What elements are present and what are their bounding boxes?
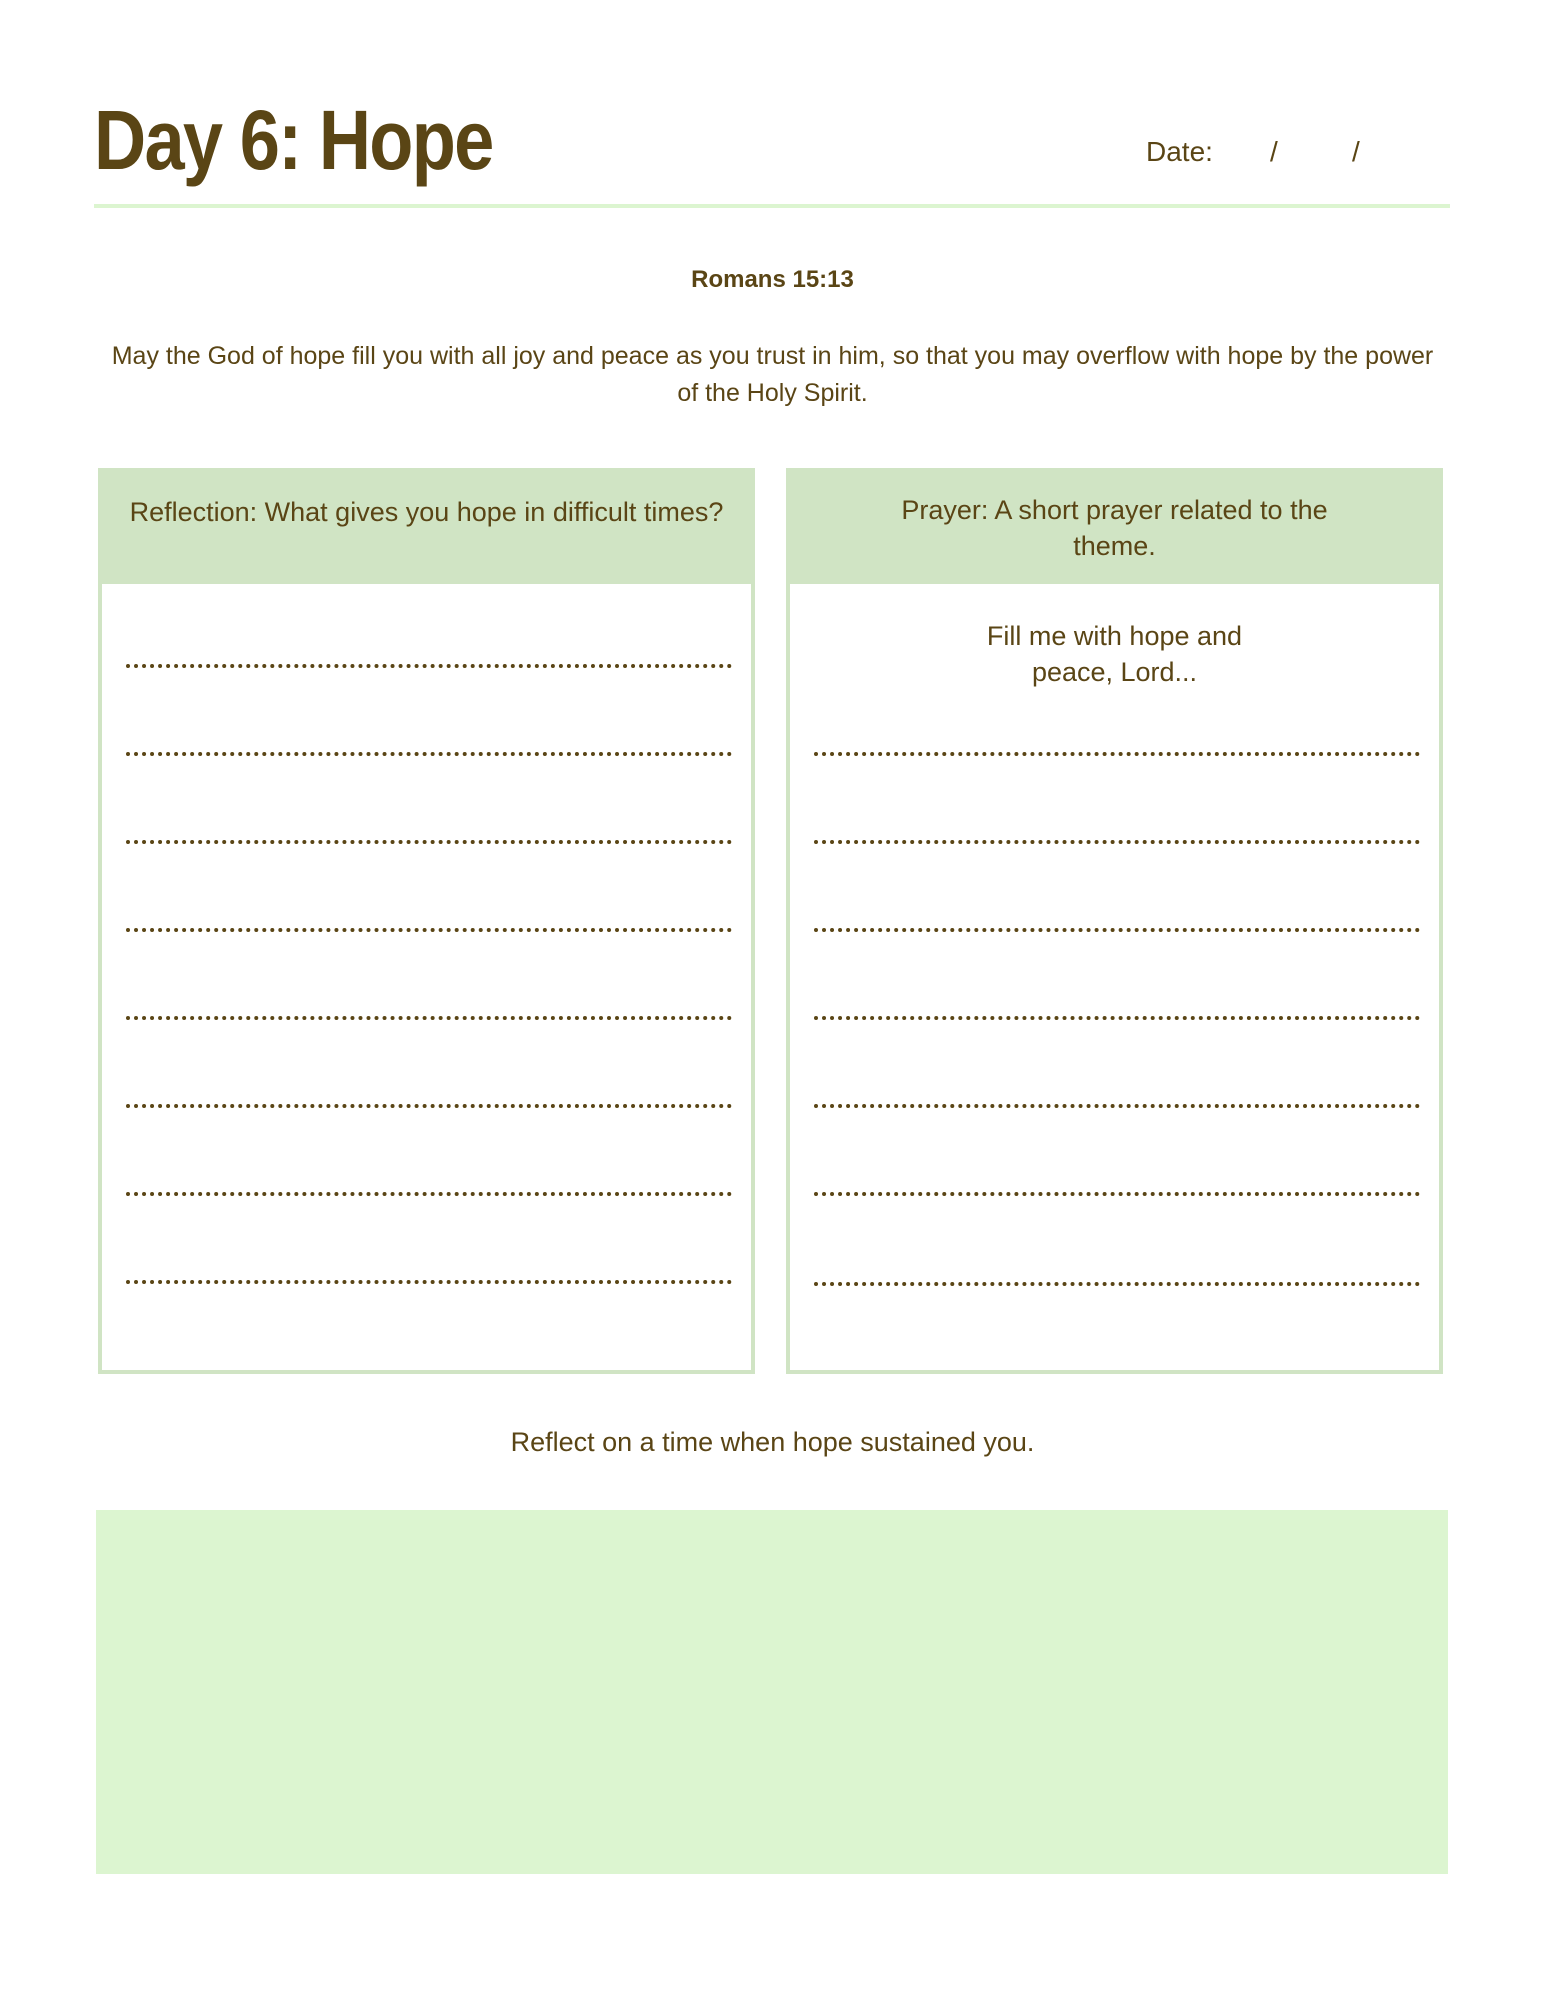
writing-line[interactable]	[126, 664, 732, 668]
writing-line[interactable]	[126, 928, 732, 932]
date-label: Date:	[1146, 136, 1213, 167]
writing-line[interactable]	[126, 752, 732, 756]
header-divider	[94, 204, 1450, 208]
prayer-prompt: Fill me with hope and peace, Lord...	[986, 621, 1243, 687]
writing-line[interactable]	[814, 1104, 1420, 1108]
writing-line[interactable]	[814, 1016, 1420, 1020]
writing-line[interactable]	[126, 1280, 732, 1284]
writing-line[interactable]	[126, 1016, 732, 1020]
verse-text: May the God of hope fill you with all joy and peace as you trust in him, so that you may overflow with hope by the power of the Holy Spirit.	[111, 342, 1434, 407]
writing-line[interactable]	[814, 840, 1420, 844]
prayer-box-header: Prayer: A short prayer related to the theme.	[790, 472, 1439, 584]
writing-line[interactable]	[814, 1192, 1420, 1196]
reflection-writing-area[interactable]	[96, 1510, 1448, 1874]
reflect-prompt: Reflect on a time when hope sustained you.	[510, 1427, 1035, 1457]
writing-line[interactable]	[814, 1282, 1420, 1286]
reflection-box-header: Reflection: What gives you hope in difficult times?	[102, 472, 751, 584]
writing-line[interactable]	[126, 1192, 732, 1196]
writing-line[interactable]	[814, 928, 1420, 932]
date-separator: /	[1352, 136, 1360, 167]
writing-line[interactable]	[814, 752, 1420, 756]
page-title: Day 6: Hope	[94, 93, 493, 187]
prayer-box	[786, 468, 1443, 1374]
date-separator: /	[1270, 136, 1278, 167]
verse-reference: Romans 15:13	[691, 266, 854, 293]
writing-line[interactable]	[126, 840, 732, 844]
reflection-box	[98, 468, 755, 1374]
writing-line[interactable]	[126, 1104, 732, 1108]
